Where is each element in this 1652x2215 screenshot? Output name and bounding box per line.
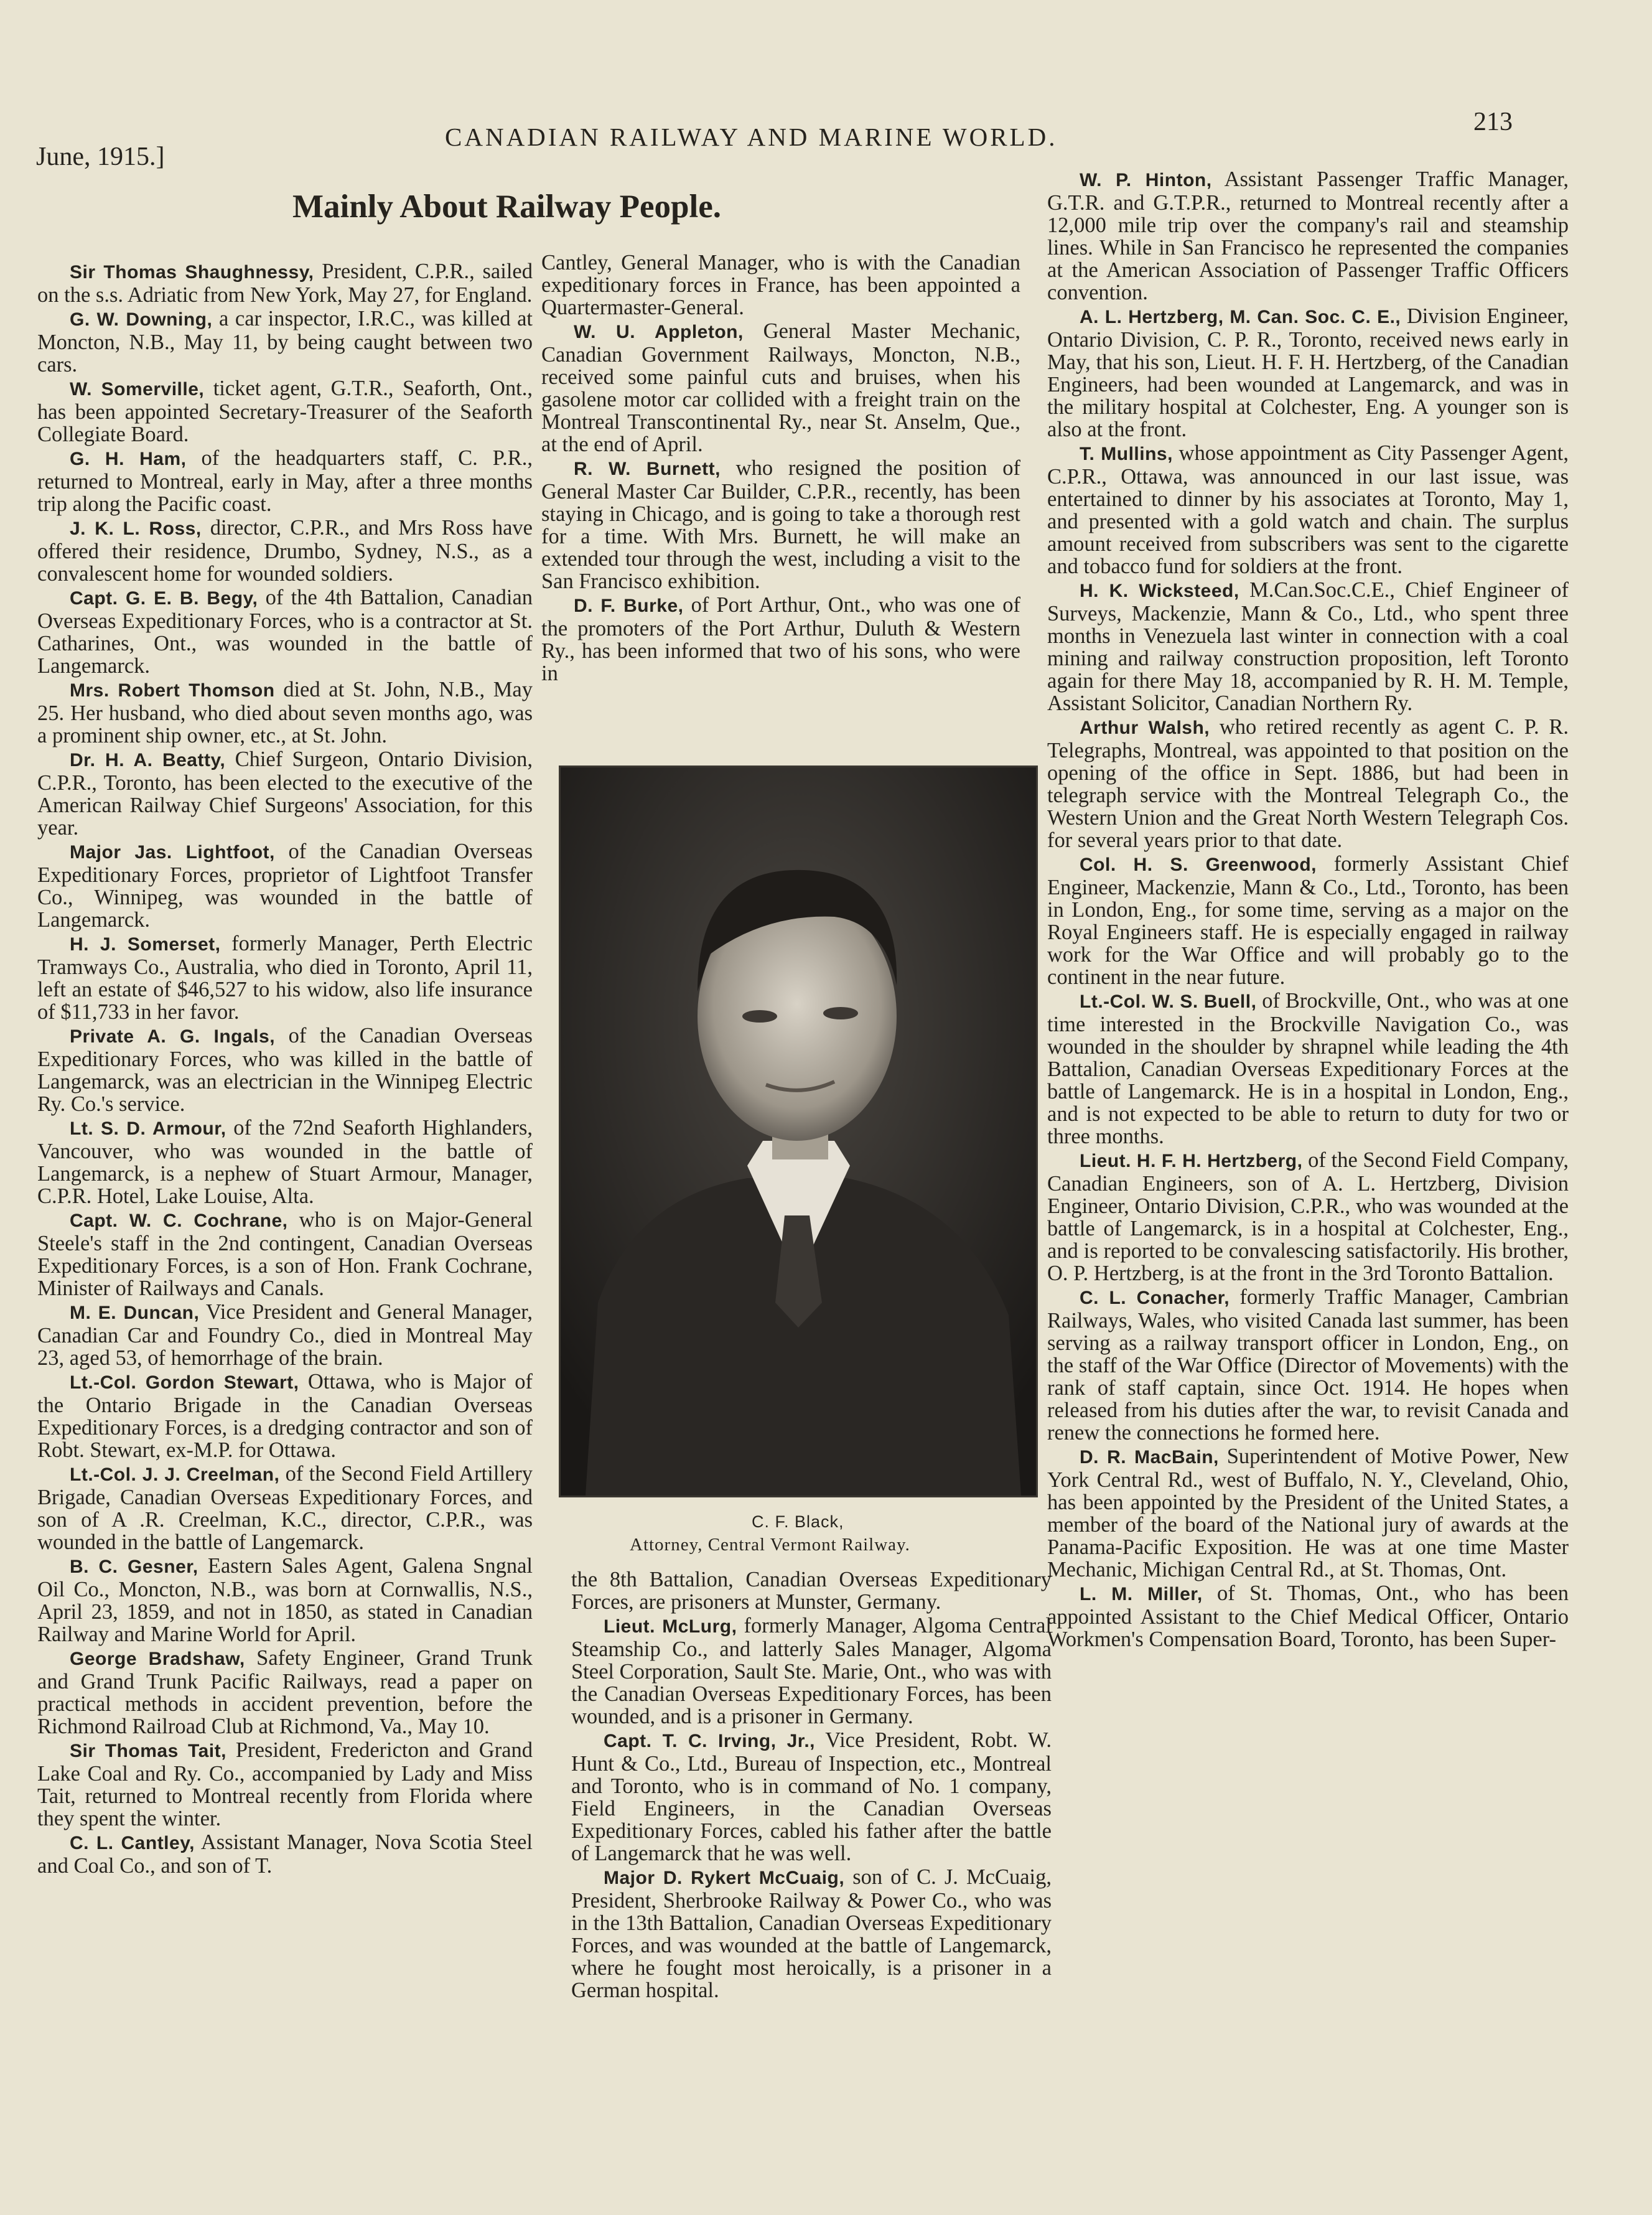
news-text: who is on Major-General Steele's staff in the 2nd contingent, Canadian Overseas Expeditionary Forces, is a son of Hon. Frank Cochrane, Minister of Railways and Canals. xyxy=(37,1208,533,1300)
news-text: of the 4th Battalion, Canadian Overseas Expeditionary Forces, who is a contractor at St. Catharines, Ont., was wounded in the battle of Langemarck. xyxy=(37,586,533,678)
person-name: Sir Thomas Tait, xyxy=(70,1741,226,1761)
news-item xyxy=(37,586,533,677)
person-name: A. L. Hertzberg, M. Can. Soc. C. E., xyxy=(1080,307,1401,327)
person-name: W. U. Appleton, xyxy=(574,322,744,342)
news-text: of the Canadian Overseas Expeditionary Forces, proprietor of Lightfoot Transfer Co., Winnipeg, was wounded in the battle of Langemarck. xyxy=(37,840,533,932)
issue-date: June, 1915.] xyxy=(36,143,165,171)
news-item xyxy=(37,1024,533,1115)
news-text: of the 72nd Seaforth Highlanders, Vancouver, who was wounded in the battle of Langemarck, is a nephew of Stuart Armour, Manager, C.P.R. Hotel, Lake Louise, Alta. xyxy=(37,1116,533,1208)
news-item xyxy=(37,1463,533,1553)
news-item xyxy=(37,932,533,1023)
news-item xyxy=(1047,442,1569,578)
news-text: M.Can.Soc.C.E., Chief Engineer of Surveys, Mackenzie, Mann & Co., Ltd., who spent three months in Venezuela last winter in connection with a coal mining and railway construction proposition, left Toronto again for there May 18, accompanied by R. H. M. Temple, Assistant Solicitor, Canadian Northern Ry. xyxy=(1047,578,1569,715)
person-name: Col. H. S. Greenwood, xyxy=(1080,855,1317,875)
news-item xyxy=(541,320,1020,456)
news-text: ticket agent, G.T.R., Seaforth, Ont., has been appointed Secretary-Treasurer of the Seaforth Collegiate Board. xyxy=(37,377,533,446)
person-name: Major D. Rykert McCuaig, xyxy=(604,1868,845,1888)
news-text: Vice President, Robt. W. Hunt & Co., Ltd., Bureau of Inspection, etc., Montreal and Toronto, who is in command of No. 1 company, Field Engineers, in the Canadian Overseas Expeditionary Forces, cabled his father after the battle of Langemarck that he was well. xyxy=(571,1728,1052,1865)
person-name: Private A. G. Ingals, xyxy=(70,1026,276,1047)
news-item xyxy=(37,1117,533,1207)
news-item xyxy=(37,1209,533,1299)
news-text: formerly Assistant Chief Engineer, Mackenzie, Mann & Co., Ltd., Toronto, has been in London, Eng., for some time, serving as a major on the Royal Engineers staff. He is especially engaged in railway work for the War Office and will probably go to the continent in the near future. xyxy=(1047,852,1569,989)
news-item xyxy=(37,307,533,376)
news-item xyxy=(37,377,533,446)
person-name: Mrs. Robert Thomson xyxy=(70,680,275,701)
photo-caption-name: C. F. Black, xyxy=(752,1512,844,1531)
news-item xyxy=(37,1831,533,1877)
person-name: Lt. S. D. Armour, xyxy=(70,1118,226,1139)
column-middle-top xyxy=(541,251,1020,686)
news-item xyxy=(1047,1286,1569,1444)
news-item xyxy=(37,260,533,306)
news-item xyxy=(37,1370,533,1461)
person-name: Arthur Walsh, xyxy=(1080,718,1210,738)
news-text: Superintendent of Motive Power, New York Central Rd., west of Buffalo, N. Y., Cleveland, Ohio, has been appointed by the President of the United States, a member of the board of the National jury of awards at the Panama-Pacific Exposition. He was at one time Master Mechanic, Michigan Central Rd., at St. Thomas, Ont. xyxy=(1047,1445,1569,1581)
person-name: M. E. Duncan, xyxy=(70,1303,200,1323)
page-number: 213 xyxy=(1473,108,1513,136)
news-text: President, Fredericton and Grand Lake Coal and Ry. Co., accompanied by Lady and Miss Tait, returned to Montreal recently from Florida where they spent the winter. xyxy=(37,1738,533,1830)
column-middle-bottom xyxy=(571,1568,1052,2003)
news-text: son of C. J. McCuaig, President, Sherbrooke Railway & Power Co., who was in the 13th Battalion, Canadian Overseas Expeditionary Forces, and was wounded at the battle of Langemarck, where he fought most heroically, is a prisoner in a German hospital. xyxy=(571,1865,1052,2002)
news-item xyxy=(571,1729,1052,1865)
news-item xyxy=(1047,168,1569,304)
news-item xyxy=(1047,1582,1569,1651)
person-name: Lt.-Col. J. J. Creelman, xyxy=(70,1464,280,1485)
news-text: of the headquarters staff, C. P.R., returned to Montreal, early in May, after a three months trip along the Pacific coast. xyxy=(37,446,533,516)
person-name: Dr. H. A. Beatty, xyxy=(70,750,226,770)
person-name: H. K. Wicksteed, xyxy=(1080,581,1239,601)
news-text: of Brockville, Ont., who was at one time interested in the Brockville Navigation Co., was wounded in the shoulder by shrapnel while leading the 4th Battalion, Canadian Overseas Expeditionary Forces at the battle of Langemarck. He is in a hospital in London, Eng., and is not expected to be able to return to duty for two or three months. xyxy=(1047,989,1569,1148)
person-name: Capt. T. C. Irving, Jr., xyxy=(604,1731,815,1751)
news-text: the 8th Battalion, Canadian Overseas Expeditionary Forces, are prisoners at Munster, Germany. xyxy=(571,1568,1052,1614)
person-name: C. L. Conacher, xyxy=(1080,1288,1230,1308)
news-item xyxy=(37,517,533,585)
news-text: Safety Engineer, Grand Trunk and Grand Trunk Pacific Railways, read a paper on practical methods in accident prevention, before the Richmond Railroad Club at Richmond, Va., May 10. xyxy=(37,1646,533,1738)
news-text: Eastern Sales Agent, Galena Sngnal Oil Co., Moncton, N.B., was born at Cornwallis, N.S., April 23, 1859, and not in 1850, as stated in Canadian Railway and Marine World for April. xyxy=(37,1554,533,1646)
news-item xyxy=(571,1614,1052,1728)
person-name: W. P. Hinton, xyxy=(1080,170,1212,190)
news-text: formerly Traffic Manager, Cambrian Railways, Wales, who visited Canada last summer, has been serving as a railway transport officer in London, Eng., on the staff of the War Office (Director of Movements) with the rank of staff captain, since Oct. 1914. He hopes when released from his duties after the war, to revisit Canada and renew the connections he formed here. xyxy=(1047,1285,1569,1445)
news-item xyxy=(1047,853,1569,988)
news-text: died at St. John, N.B., May 25. Her husband, who died about seven months ago, was a prominent ship owner, etc., at St. John. xyxy=(37,678,533,747)
news-item xyxy=(1047,990,1569,1148)
person-name: G. H. Ham, xyxy=(70,449,187,469)
news-text: Chief Surgeon, Ontario Division, C.P.R., Toronto, has been elected to the executive of the American Railway Chief Surgeons' Association, for this year. xyxy=(37,747,533,840)
news-text: of St. Thomas, Ont., who has been appointed Assistant to the Chief Medical Officer, Ontario Workmen's Compensation Board, Toronto, has been Super- xyxy=(1047,1581,1569,1651)
person-name: Lieut. H. F. H. Hertzberg, xyxy=(1080,1151,1303,1171)
news-text: Vice President and General Manager, Canadian Car and Foundry Co., died in Montreal May 23, aged 53, of hemorrhage of the brain. xyxy=(37,1300,533,1370)
news-text: Division Engineer, Ontario Division, C. P. R., Toronto, received news early in May, that his son, Lieut. H. F. H. Hertzberg, of the Canadian Engineers, had been wounded at Langemarck, and was in the military hospital at Colchester, Eng. A younger son is also at the front. xyxy=(1047,304,1569,441)
news-item xyxy=(37,748,533,839)
journal-title: CANADIAN RAILWAY AND MARINE WORLD. xyxy=(445,123,1058,151)
person-name: H. J. Somerset, xyxy=(70,934,221,955)
news-text: General Master Mechanic, Canadian Government Railways, Moncton, N.B., received some painful cuts and bruises, when his gasolene motor car collided with a freight train on the Montreal Transcontinental Ry., near St. Anselm, Que., at the end of April. xyxy=(541,319,1020,456)
news-item xyxy=(37,840,533,931)
news-text: Assistant Manager, Nova Scotia Steel and Coal Co., and son of T. xyxy=(37,1830,533,1878)
portrait-image xyxy=(561,767,1036,1496)
person-name: T. Mullins, xyxy=(1080,444,1173,464)
person-name: Lt.-Col. Gordon Stewart, xyxy=(70,1372,299,1393)
portrait-photo xyxy=(559,766,1038,1497)
person-name: D. F. Burke, xyxy=(574,596,684,616)
news-item xyxy=(571,1568,1052,1613)
person-name: D. R. MacBain, xyxy=(1080,1447,1219,1468)
person-name: L. M. Miller, xyxy=(1080,1584,1203,1604)
person-name: Lieut. McLurg, xyxy=(604,1616,737,1637)
person-name: Capt. W. C. Cochrane, xyxy=(70,1211,288,1231)
news-text: whose appointment as City Passenger Agent, C.P.R., Ottawa, was announced in our last issue, was entertained to dinner by his associates at Toronto, May 1, and presented with a gold watch and chain. The surplus amount received from subscribers was sent to the cigarette and tobacco fund for soldiers at the front. xyxy=(1047,441,1569,578)
news-text: of the Second Field Company, Canadian Engineers, son of A. L. Hertzberg, Division Engineer, Ontario Division, C.P.R., who was wounded at the battle of Langemarck, is in a hospital at Colchester, Eng., and is reported to be convalescing satisfactorily. His brother, O. P. Hertzberg, is at the front in the 3rd Toronto Battalion. xyxy=(1047,1148,1569,1285)
news-text: Ottawa, who is Major of the Ontario Brigade in the Canadian Overseas Expeditionary Forces, is a dredging contractor and son of Robt. Stewart, ex-M.P. for Ottawa. xyxy=(37,1370,533,1462)
news-item xyxy=(37,1555,533,1646)
article-headline: Mainly About Railway People. xyxy=(292,189,722,225)
news-text: formerly Manager, Algoma Central Steamship Co., and latterly Sales Manager, Algoma Steel Corporation, Sault Ste. Marie, Ont., who was with the Canadian Overseas Expeditionary Forces, has been wounded, and is a prisoner in Germany. xyxy=(571,1614,1052,1728)
news-item xyxy=(541,457,1020,592)
news-text: director, C.P.R., and Mrs Ross have offered their residence, Drumbo, Sydney, N.S., as a convalescent home for wounded soldiers. xyxy=(37,516,533,586)
person-name: B. C. Gesner, xyxy=(70,1557,198,1577)
person-name: Capt. G. E. B. Begy, xyxy=(70,588,258,609)
news-text: Assistant Passenger Traffic Manager, G.T.R. and G.T.P.R., returned to Montreal recently after a 12,000 mile trip over the company's rail and steamship lines. While in San Francisco he represented the companies at the American Association of Passenger Traffic Officers convention. xyxy=(1047,167,1569,304)
news-text: President, C.P.R., sailed on the s.s. Adriatic from New York, May 27, for England. xyxy=(37,260,533,307)
person-name: C. L. Cantley, xyxy=(70,1833,195,1853)
news-text: a car inspector, I.R.C., was killed at Moncton, N.B., May 11, by being caught between two cars. xyxy=(37,307,533,377)
news-text: of the Canadian Overseas Expeditionary Forces, who was killed in the battle of Langemarck, was an electrician in the Winnipeg Electric Ry. Co.'s service. xyxy=(37,1024,533,1116)
news-text: who retired recently as agent C. P. R. Telegraphs, Montreal, was appointed to that position on the opening of the office in Sept. 1886, but had been in telegraph service with the Montreal Telegraph Co., the Western Union and the Great North Western Telegraph Cos. for several years prior to that date. xyxy=(1047,715,1569,852)
news-item xyxy=(541,251,1020,319)
news-text: of Port Arthur, Ont., who was one of the promoters of the Port Arthur, Duluth & Western Ry., has been informed that two of his sons, who were in xyxy=(541,593,1021,685)
person-name: Sir Thomas Shaughnessy, xyxy=(70,262,314,283)
news-item xyxy=(1047,1149,1569,1285)
news-text: who resigned the position of General Master Car Builder, C.P.R., recently, has been staying in Chicago, and is going to take a thorough rest for a time. With Mrs. Burnett, he will make an extended tour through the west, including a visit to the San Francisco exhibition. xyxy=(541,456,1021,593)
news-item xyxy=(571,1866,1052,2002)
person-name: Major Jas. Lightfoot, xyxy=(70,842,275,863)
column-left xyxy=(37,260,533,1878)
news-item xyxy=(37,1647,533,1738)
person-name: G. W. Downing, xyxy=(70,309,213,330)
person-name: Lt.-Col. W. S. Buell, xyxy=(1080,991,1257,1012)
news-text: of the Second Field Artillery Brigade, Canadian Overseas Expeditionary Forces, and son of A .R. Creelman, K.C., director, C.P.R., was wounded in the battle of Langemarck. xyxy=(37,1462,533,1554)
person-name: J. K. L. Ross, xyxy=(70,518,202,539)
news-text: formerly Manager, Perth Electric Tramways Co., Australia, who died in Toronto, April 11, left an estate of $46,527 to his widow, also life insurance of $11,733 in her favor. xyxy=(37,932,533,1024)
news-item xyxy=(37,678,533,747)
news-item xyxy=(37,447,533,515)
news-item xyxy=(1047,305,1569,441)
person-name: George Bradshaw, xyxy=(70,1649,245,1669)
news-item xyxy=(37,1739,533,1830)
news-item xyxy=(541,594,1020,685)
news-item xyxy=(1047,716,1569,851)
news-item xyxy=(1047,579,1569,714)
photo-caption-title: Attorney, Central Vermont Railway. xyxy=(630,1535,910,1555)
person-name: W. Somerville, xyxy=(70,379,205,400)
person-name: R. W. Burnett, xyxy=(574,459,721,479)
column-right xyxy=(1047,168,1569,1652)
news-text: Cantley, General Manager, who is with the Canadian expeditionary forces in France, has been appointed a Quartermaster-General. xyxy=(541,251,1020,319)
news-item xyxy=(37,1301,533,1369)
news-item xyxy=(1047,1445,1569,1581)
